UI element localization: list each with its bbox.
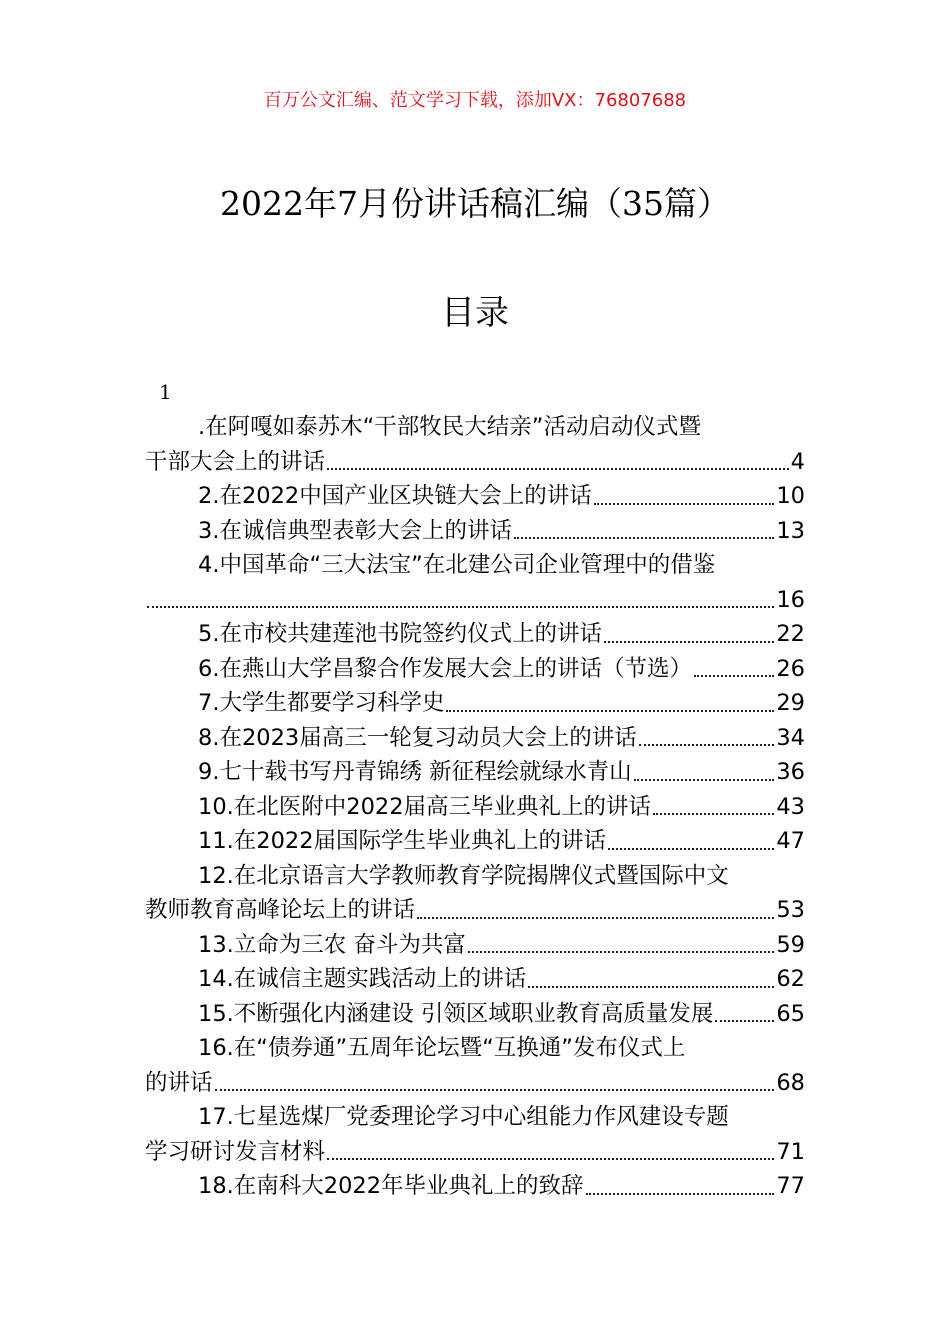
toc-entry-line[interactable] [145,893,805,928]
toc-entry-line[interactable] [145,1135,805,1170]
toc-entry-title: 干部大会上的讲话 [145,448,326,475]
dot-leader [417,917,774,919]
dot-leader [639,744,775,746]
toc-entry-title: 12.在北京语言大学教师教育学院揭牌仪式暨国际中文 [198,862,729,889]
toc-entry-title: 8.在2023届高三一轮复习动员大会上的讲话 [198,724,637,751]
toc-entry-line[interactable] [145,755,805,790]
toc-page-number: 4 [790,448,805,475]
toc-page-number: 10 [776,483,805,509]
toc-entry-title: 5.在市校共建莲池书院签约仪式上的讲话 [198,621,602,647]
toc-page-number: 59 [776,931,805,958]
toc-entry-line[interactable] [145,410,805,445]
dot-leader [634,779,775,781]
toc-page-number: 71 [776,1138,805,1165]
dot-leader [604,641,774,643]
toc-entry-title: 18.在南科大2022年毕业典礼上的致辞 [198,1173,584,1199]
dot-leader [694,675,774,677]
dot-leader [528,986,774,988]
dot-leader [215,1089,775,1091]
toc-entry-title: 3.在诚信典型表彰大会上的讲话 [198,517,512,544]
toc-page-number: 53 [776,897,805,923]
dot-leader [468,951,774,953]
toc-entry-title: 15.不断强化内涵建设 引领区域职业教育高质量发展 [198,1000,714,1027]
toc-page-number: 43 [776,793,805,820]
dot-leader [594,503,775,505]
toc-page-number: 16 [776,586,805,613]
toc-entry-line[interactable] [145,997,805,1032]
toc-entry-title: 的讲话 [145,1069,213,1096]
toc-page-number: 36 [776,759,805,785]
toc-entry-line[interactable] [145,1169,805,1204]
header-note: 百万公文汇编、范文学习下载，添加VX：76807688 [263,90,687,111]
toc-entry-line[interactable] [145,859,805,894]
toc-entry-title: 17.七星选煤厂党委理论学习中心组能力作风建设专题 [198,1104,729,1130]
toc-entry-line[interactable] [145,1100,805,1135]
toc-entry-line[interactable] [145,928,805,963]
toc-entry-title: 7.大学生都要学习科学史 [198,690,445,716]
toc-entry-line[interactable] [145,617,805,652]
toc-entry-line[interactable] [145,824,805,859]
dot-leader [715,1020,774,1022]
toc-entry-title: 6.在燕山大学昌黎合作发展大会上的讲话（节选） [198,655,692,682]
toc-page-number: 62 [776,966,805,992]
toc-heading: 目录 [441,293,509,333]
toc-entry-title: 2.在2022中国产业区块链大会上的讲话 [198,483,592,509]
toc-entry-line[interactable] [145,790,805,825]
toc-page-number: 77 [776,1173,805,1199]
toc-entry-title: .在阿嘎如泰苏木“干部牧民大结亲”活动启动仪式暨 [198,414,701,440]
toc-entry-title: 16.在“债券通”五周年论坛暨“互换通”发布仪式上 [198,1035,686,1061]
toc-entry-title: 4.中国革命“三大法宝”在北建公司企业管理中的借鉴 [198,552,716,578]
dot-leader [653,813,774,815]
toc-entry-title: 11.在2022届国际学生毕业典礼上的讲话 [198,828,607,854]
document-title: 2022年7月份讲话稿汇编（35篇） [220,184,730,223]
toc-entry-title: 10.在北医附中2022届高三毕业典礼上的讲话 [198,793,652,820]
dot-leader [446,710,774,712]
toc-entry-title: 13.立命为三农 奋斗为共富 [198,931,466,958]
toc-entry-line[interactable] [145,514,805,549]
toc-page-number: 29 [776,690,805,716]
toc-entry-title: 9.七十载书写丹青锦绣 新征程绘就绿水青山 [198,759,632,785]
toc-entry-line[interactable] [145,962,805,997]
toc-page-number: 13 [776,517,805,544]
toc-entry-line[interactable] [145,1031,805,1066]
dot-leader [586,1193,775,1195]
toc-page-number: 26 [776,655,805,682]
toc-entry-line[interactable] [145,445,805,480]
toc-entry-line[interactable] [145,1066,805,1101]
table-of-contents [145,410,805,1204]
toc-entry-title: 教师教育高峰论坛上的讲话 [145,897,416,923]
toc-entry-line[interactable] [145,583,805,618]
toc-entry-title: 14.在诚信主题实践活动上的讲话 [198,966,527,992]
toc-entry-title: 学习研讨发言材料 [145,1138,326,1165]
dot-leader [147,606,774,608]
toc-page-number: 47 [776,828,805,854]
dot-leader [327,1158,774,1160]
dot-leader [608,848,774,850]
toc-entry-line[interactable] [145,721,805,756]
toc-page-number: 68 [776,1069,805,1096]
toc-page-number: 65 [776,1000,805,1027]
toc-page-number: 34 [776,724,805,751]
toc-entry-line[interactable] [145,479,805,514]
dot-leader [514,537,774,539]
toc-entry-line[interactable] [145,686,805,721]
toc-entry-line[interactable] [145,548,805,583]
page-marker: 1 [159,380,172,404]
dot-leader [327,468,789,470]
toc-entry-line[interactable] [145,652,805,687]
toc-page-number: 22 [776,621,805,647]
